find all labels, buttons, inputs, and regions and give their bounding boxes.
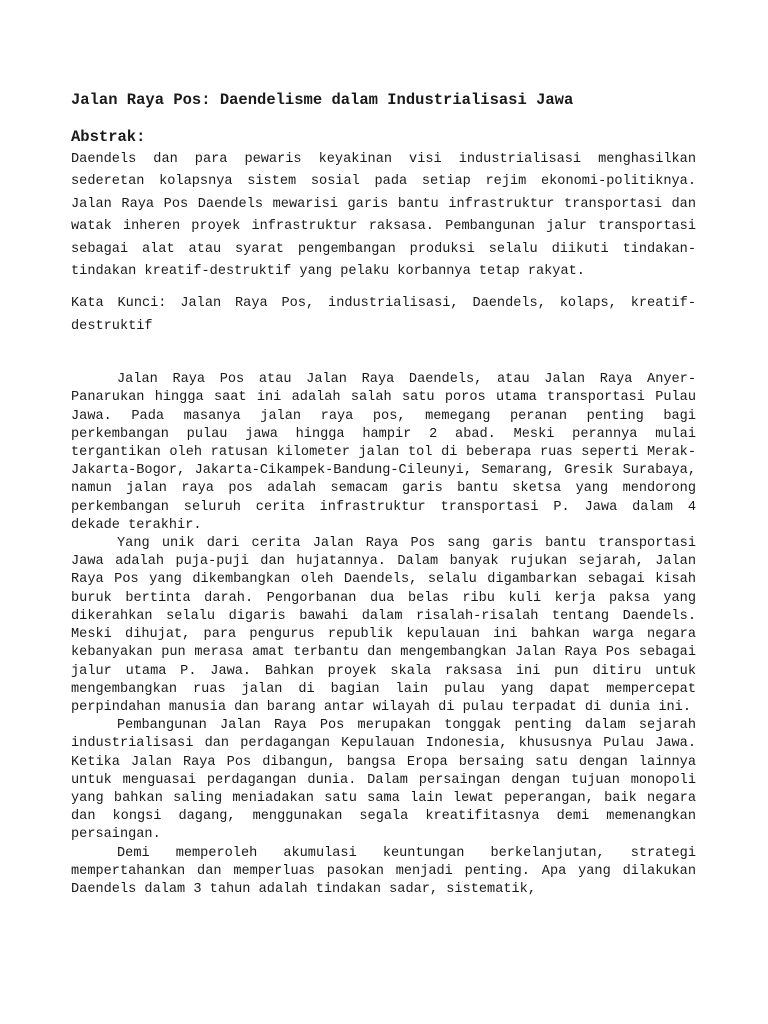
body-paragraph: Pembangunan Jalan Raya Pos merupakan tonggak penting dalam sejarah industrialisasi dan perdagangan Kepulauan Indonesia, khususnya Pulau Jawa. Ketika Jalan Raya Pos dibangun, bangsa Eropa bersaing satu dengan lainnya untuk menguasai perdagangan dunia. Dalam persaingan dengan tujuan monopoli yang bahkan saling meniadakan satu sama lain lewat peperangan, baik negara dan kongsi dagang, menggunakan segala kreatifitasnya demi memenangkan persaingan.: [71, 718, 696, 843]
body-paragraph: Demi memperoleh akumulasi keuntungan berkelanjutan, strategi mempertahankan dan memperluas pasokan menjadi penting. Apa yang dilakukan Daendels dalam 3 tahun adalah tindakan sadar, sistematik,: [71, 845, 696, 897]
keywords: Kata Kunci: Jalan Raya Pos, industrialisasi, Daendels, kolaps, kreatif-destruktif: [71, 296, 696, 334]
body-paragraph: Jalan Raya Pos atau Jalan Raya Daendels, atau Jalan Raya Anyer-Panarukan hingga saat ini adalah salah satu poros utama transportasi Pulau Jawa. Pada masanya jalan raya pos, memegang peranan penting bagi perkembangan pulau jawa hingga hampir 2 abad. Meski perannya mulai tergantikan oleh ratusan kilometer jalan tol di beberapa ruas seperti Merak-Jakarta-Bogor, Jakarta-Cikampek-Bandung-Cileunyi, Semarang, Gresik Surabaya, namun jalan raya pos adalah semacam garis bantu sketsa yang mendorong perkembangan seluruh cerita infrastruktur transportasi P. Jawa dalam 4 dekade terakhir.: [71, 372, 696, 533]
document-title: Jalan Raya Pos: Daendelisme dalam Industrialisasi Jawa: [71, 91, 574, 109]
body-paragraph: Yang unik dari cerita Jalan Raya Pos sang garis bantu transportasi Jawa adalah puja-puji dan hujatannya. Dalam banyak rujukan sejarah, Jalan Raya Pos yang dikembangkan oleh Daendels, selalu digambarkan sebagai kisah buruk bertinta darah. Pengorbanan dua belas ribu kuli kerja paksa yang dikerahkan selalu digaris bawahi dalam risalah-risalah tentang Daendels. Meski dihujat, para pengurus republik kepulauan ini bahkan warga negara kebanyakan pun merasa amat terbantu dan mengembangkan Jalan Raya Pos sebagai jalur utama P. Jawa. Bahkan proyek skala raksasa ini pun ditiru untuk mengembangkan ruas jalan di bagian lain pulau yang dapat mempercepat perpindahan manusia dan barang antar wilayah di pulau terpadat di dunia ini.: [71, 536, 696, 715]
abstract-text: Daendels dan para pewaris keyakinan visi industrialisasi menghasilkan sederetan kolapsnya sistem sosial pada setiap rejim ekonomi-politiknya. Jalan Raya Pos Daendels mewarisi garis bantu infrastruktur transportasi dan watak inheren proyek infrastruktur raksasa. Pembangunan jalur transportasi sebagai alat atau syarat pengembangan produksi selalu diikuti tindakan-tindakan kreatif-destruktif yang pelaku korbannya tetap rakyat.: [71, 152, 696, 280]
abstract-heading: Abstrak:: [71, 128, 146, 146]
body-text: [71, 371, 696, 899]
